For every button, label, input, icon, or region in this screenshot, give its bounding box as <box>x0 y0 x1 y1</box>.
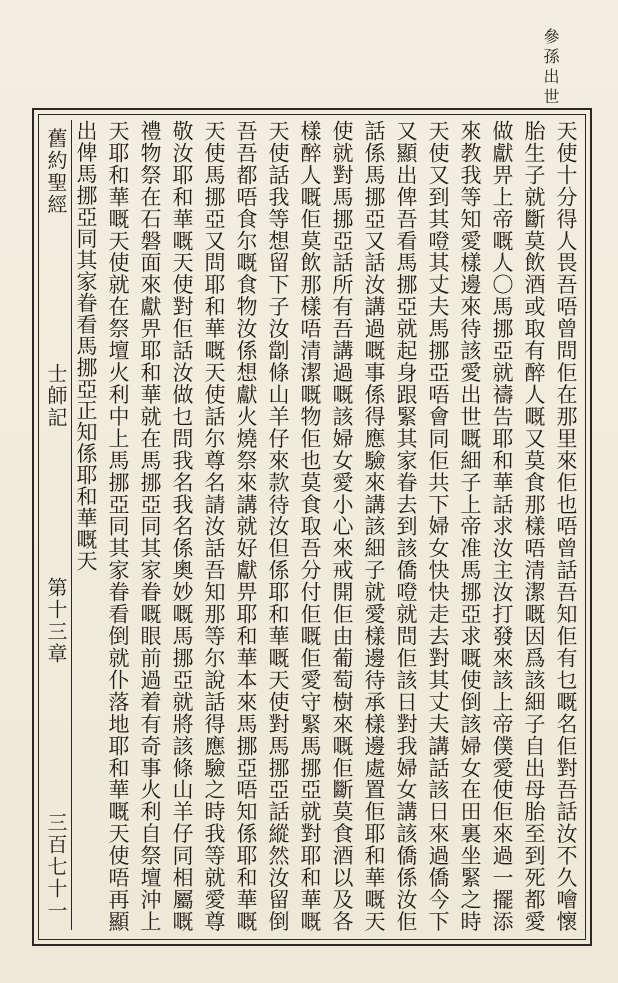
chapter-label: 第十三章 <box>44 576 68 665</box>
body-text-block <box>74 120 582 932</box>
book-section: 士師記 <box>44 363 68 430</box>
running-head: 參孫出世 <box>541 28 560 108</box>
text-frame <box>32 108 592 946</box>
margin-column <box>42 120 72 930</box>
book-title: 舊約聖經 <box>44 128 68 216</box>
page-number: 三百七十一 <box>44 811 68 922</box>
body-paragraph: 天使十分得人畏吾唔曾問佢在那里來佢也唔曾話吾知佢有乜嘅名佢對吾話汝不久噲懷胎生子就斷莫飲酒或取有醉人嘅又莫食那樣唔清潔嘅因爲該細子自出母胎至到死都愛做獻畀上帝嘅人〇馬挪亞就禱告耶和華話求汝主汝打發來該上帝僕愛使佢來過一擺添來教我等知愛樣邊來待該愛出世嘅細子上帝准馬挪亞求嘅使倒該婦女在田裏坐緊之時天使又到其噔其丈夫馬挪亞唔會同佢共下婦女快快走去對其丈夫講話該日來過僑今下又顯出俾吾看馬挪亞就起身跟緊其家眷去到該僑噔就問佢該日對我婦女講該僑係汝佢話係馬挪亞又話汝講過嘅事係得應驗來講該細子就愛樣邊待承樣邊處置佢耶和華嘅天使就對馬挪亞話所有吾講過嘅該婦女愛小心來戒開佢由葡萄樹來嘅佢斷莫食酒以及各樣醉人嘅佢莫飲那樣唔清潔嘅物佢也莫食取吾分付佢嘅佢愛守緊馬挪亞就對耶和華嘅天使話我等想留下子汝劏條山羊仔來款待汝但係耶和華嘅天使對馬挪亞話縱然汝留倒吾吾都唔食尔嘅食物汝係想獻火燒祭來講就好獻畀耶和華本來馬挪亞唔知係耶和華嘅天使馬挪亞又問耶和華嘅天使話尔尊名請汝話吾知那等尔說話得應驗之時我等就愛尊敬汝耶和華嘅天使對佢話汝做乜問我名我名係奧妙嘅馬挪亞就將該條山羊仔同相屬嘅禮物祭在石磐面來獻畀耶和華就在馬挪亞同其家眷嘅眼前過着有奇事火利自祭壇沖上天耶和華嘅天使就在祭壇火利中上馬挪亞同其家眷看倒就仆落地耶和華嘅天使唔再顯出俾馬挪亞同其家眷看馬挪亞正知係耶和華嘅天 <box>74 120 578 932</box>
